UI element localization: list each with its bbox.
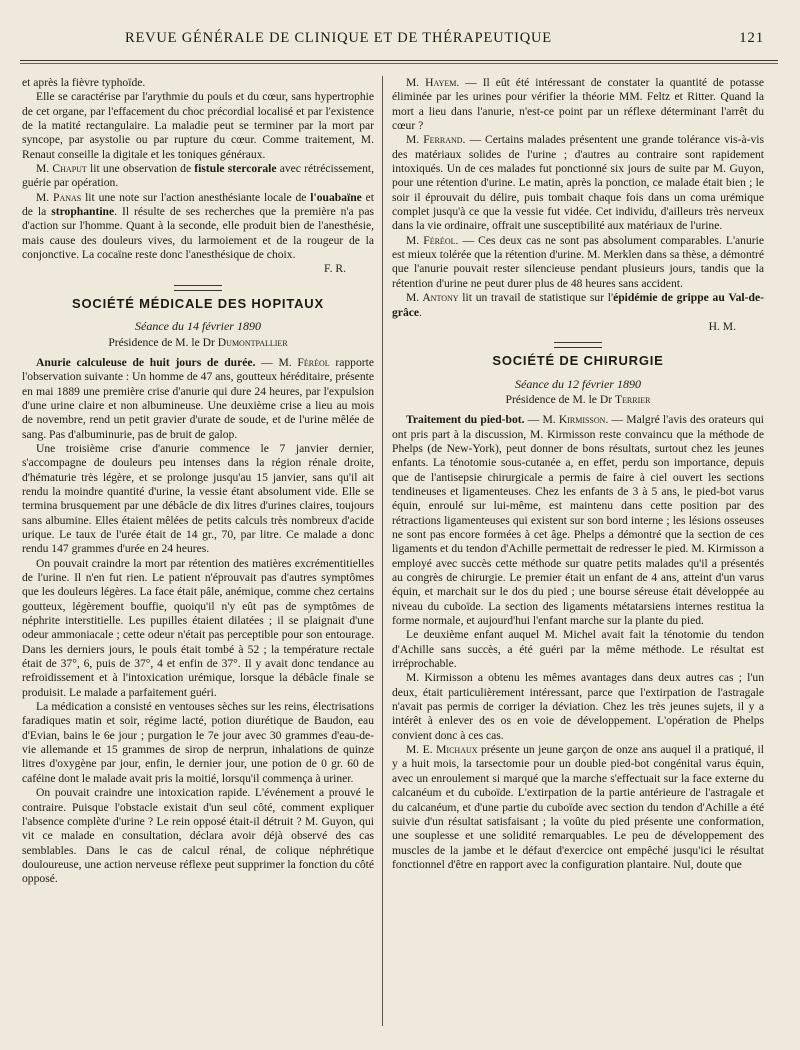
left-column — [22, 76, 374, 887]
paragraph — [22, 191, 374, 263]
section-ornament — [554, 342, 602, 348]
section-ornament — [174, 285, 222, 291]
text-run: — M. — [524, 413, 559, 427]
paragraph — [392, 413, 764, 628]
header-rule-secondary — [20, 63, 778, 64]
bold-term: strophantine — [51, 205, 115, 219]
journal-title: REVUE GÉNÉRALE DE CLINIQUE ET DE THÉRAPEUTIQUE — [125, 30, 552, 46]
text-run: rapporte l'observation suivante : Un homme de 47 ans, goutteux héréditaire, présente en mai 1889 une première crise d'anurie qui dure 24 heures, par l'expulsion d'une urine claire et non albumineuse. Une deuxième crise a lieu au mois de novembre, rend un petit gravier d'urate de soude, et de l'urine mêlée de sang. Pas d'albuminurie, pas de bruit de galop. — [22, 355, 374, 441]
article-title: Traitement du pied-bot. — [406, 413, 525, 427]
text-run: lit un travail de statistique sur l' — [458, 291, 614, 305]
text-run: et de la — [22, 190, 375, 219]
paragraph — [392, 291, 764, 320]
speaker-name: M. Antony — [406, 291, 459, 305]
session-date: Séance du 14 février 1890 — [135, 319, 261, 334]
paragraph — [392, 133, 764, 233]
paragraph: Le deuxième enfant auquel M. Michel avait fait la ténotomie du tendon d'Achille sans succès, a été guéri par la même méthode. Le résultat est irréprochable. — [392, 628, 764, 671]
president-name: Dumontpallier — [217, 335, 288, 349]
text-run: lit une observation de — [86, 162, 195, 176]
paragraph — [22, 162, 374, 191]
right-column — [392, 76, 764, 872]
text-run: lit une note sur l'action anesthésiante locale de — [81, 190, 311, 204]
paragraph: Une troisième crise d'anurie commence le 7 janvier dernier, s'accompagne de douleurs peu intenses dans la région rénale droite, d'hématurie très légère, et se prolonge jusqu'au 15 janvier, sans qu'il ait rendu la moindre quantité d'urine, la vessie étant absolument vide. Elle se termina brusquement par une débâcle de dix litres d'urines claires, toujours sans albumine. Elles étaient mêlées de petits calculs très nombreux d'acide urique. Le taux de l'urée était de 14 gr., 70, par litre. Ce malade a donc rendu 147 grammes d'urée en 24 heures. — [22, 441, 374, 556]
speaker-name: Féréol — [297, 355, 330, 369]
speaker-name: M. Panas — [36, 190, 82, 204]
presidency-line — [22, 336, 374, 350]
article-title: Anurie calculeuse de huit jours de durée. — [36, 355, 256, 369]
text-run: — Certains malades présentent une grande tolérance vis-à-vis des matériaux solides de l'urine ; d'autres au contraire sont rapidement intoxiqués. Un de ces malades fut ponctionné six jours de suite par M. Guyon, pour une rétention d'urine. Le matin, après la ponction, ce malade était bien ; le soir il éprouvait du délire, puis tombait chaque fois dans un coma urémique complet jusqu'à ce que la vessie fut vidée. Cet individu, d'ailleurs très nerveux dans la vie ordinaire, offrait une susceptibilité aux matériaux de l'urine. — [392, 133, 764, 233]
text-run: présente un jeune garçon de onze ans auquel il a pratiqué, il y a huit mois, la tarsectomie pour un double pied-bot congénital varus équin, avec un enroulement si marqué que la marche s'effectuait sur la face externe du calcanéum et du cuboïde. L'extirpation de la partie antérieure de l'astragale et du calcanéum, et d'une partie du cuboïde avec section du tendon d'Achille a été suivie d'un résultat satisfaisant ; la voûte du pied présente une conformation, une souplesse et une solidité remarquables. Le peu de développement des muscles de la jambe et le défaut d'exercice ont empêché jusqu'ici le résultat fonctionnel d'être en rapport avec la configuration plantaire. Nul, doute que — [392, 743, 764, 871]
paragraph: Elle se caractérise par l'arythmie du pouls et du cœur, sans hypertrophie de cet organe, par l'effacement du choc précordial localisé et par l'existence de la matité rectangulaire. La maladie peut se terminer par la mort par syncope, par asystolie ou par rupture du cœur. Comme traitement, M. Renaut conseille la digitale et les toniques généraux. — [22, 90, 374, 161]
signature: H. M. — [708, 319, 736, 333]
paragraph: On pouvait craindre la mort par rétention des matières excrémentitielles de l'urine. Il n'en fut rien. Le patient n'éprouvait pas d'autres symptômes que les douleurs légères. La face était pâle, anémique, comme chez certains goutteux, légèrement bouffie, quoiqu'il n'y eût pas de symptômes de néphrite interstitielle. Les pupilles étaient dilatées ; il se plaignait d'une odeur ammoniacale ; cette odeur n'était pas perceptible pour son entourage. Dans les derniers jours, le pouls était tombé à 52 ; la température rectale était de 37°, 6, puis de 37°, 4 et enfin de 37°. Il y avait donc tendance au refroidissement et à l'intoxication urémique, lorsque la débâcle finale se produisit. Le malade a parfaitement guéri. — [22, 556, 374, 699]
president-name: Terrier — [614, 392, 651, 406]
text-run: — Ces deux cas ne sont pas absolument comparables. L'anurie est mieux tolérée que la rétention d'urine. M. Merklen dans sa thèse, a démontré que l'anurie pouvait rester silencieuse pendant plusieurs jours, tandis que la rétention d'urine ne peut durer plus de 48 heures sans accident. — [392, 233, 765, 290]
bold-term: épidémie de grippe au Val-de-grâce — [392, 291, 764, 319]
paragraph — [22, 356, 374, 442]
text-run: Présidence de M. le Dr — [505, 392, 615, 406]
section-heading: SOCIÉTÉ DE CHIRURGIE — [492, 353, 664, 369]
bold-term: fistule stercorale — [194, 162, 277, 176]
presidency-line — [392, 393, 764, 407]
paragraph — [392, 234, 764, 291]
paragraph: M. Kirmisson a obtenu les mêmes avantages dans deux autres cas ; l'un deux, était particulièrement intéressant, parce que l'extirpation de l'astragale n'avait pas permis de corriger la déviation. Chez les très jeunes sujets, il y a intérêt à enlever des os en voie de développement. L'opération de Phelps convient donc à ces cas. — [392, 671, 764, 742]
speaker-name: M. Ferrand. — [406, 133, 466, 147]
section-heading: SOCIÉTÉ MÉDICALE DES HOPITAUX — [72, 295, 324, 311]
speaker-name: M. Chaput — [36, 162, 87, 176]
paragraph — [392, 743, 764, 872]
session-date: Séance du 12 février 1890 — [515, 376, 641, 391]
text-run: — M. — [255, 355, 298, 369]
speaker-name: Kirmisson — [558, 413, 606, 427]
text-run: . Il résulte de ses recherches que la première n'a pas d'action sur l'homme. Quant à la seconde, elle produit bien de l'anesthésie, mais cause des douleurs vives, du larmoiement et de la rougeur de la conjonctive. La cocaïne reste donc l'anesthésique de choix. — [22, 205, 375, 262]
paragraph — [392, 76, 764, 133]
text-run: . — [419, 305, 422, 319]
page-number: 121 — [739, 30, 764, 46]
speaker-name: M. Hayem. — [406, 76, 460, 89]
text-run: Présidence de M. le Dr — [108, 335, 218, 349]
running-head — [30, 30, 770, 52]
paragraph: et après la fièvre typhoïde. — [22, 76, 146, 89]
paragraph: La médication a consisté en ventouses sèches sur les reins, électrisations faradiques matin et soir, régime lacté, potion diurétique de Baudon, eau d'Evian, bains le 6e jour ; purgation le 7e jour avec 30 grammes d'eau-de-vie allemande et 15 grammes de sirop de nerprun, inhalations de quinze litres d'oxygène par jour, enfin, le dernier jour, une potion de 0 gr. 60 de caféine dont le malade avait pris la moitié, lorsqu'il commença à uriner. — [22, 700, 374, 785]
column-divider — [382, 76, 383, 1026]
text-run: . — Malgré l'avis des orateurs qui ont pris part à la discussion, M. Kirmisson reste convaincu que la méthode de Phelps (de New-York), peut donner de bons résultats, surtout chez les jeunes enfants. La ténotomie sous-cutanée a, en effet, perdu son importance, depuis que de l'antisepsie chirurgicale a permis de faire à ciel ouvert les sections tendineuses et ligamenteuses. Chez les enfants de 3 à 5 ans, le pied-bot varus équin, enroulé sur lui-même, est maintenu dans cette position par des rétractions ligamenteuses qui existent sur son bord interne ; les lésions osseuses ne sont pas encore formées à cet âge. Phelps a démontré que la section de ces ligaments et du tendon d'Achille permettait de redresser le pied. M. Kirmisson a employé avec succès cette méthode sur quatre petits malades qu'il a présentés au congrès de chirurgie. Le premier était un enfant de 4 ans, atteint d'un varus équin, et marchait sur le dos du pied ; une bourse séreuse était développée au niveau du cuboïde. La section des ligaments métatarsiens internes restitua la forme normale, et aujourd'hui l'enfant marche sur la plante du pied. — [392, 413, 764, 628]
speaker-name: M. E. Michaux — [406, 743, 478, 757]
text-run: — Il eût été intéressant de constater la quantité de potasse éliminée par les urines pour vérifier la théorie MM. Feltz et Ritter. Quand la mort a lieu dans l'anurie, n'est-ce point par un réflexe déterminant l'arrêt du cœur ? — [392, 76, 764, 133]
signature: F. R. — [324, 262, 346, 276]
bold-term: l'ouabaïne — [310, 190, 362, 204]
text-run: avec rétrécissement, guérie par opération. — [22, 162, 374, 190]
paragraph: On pouvait craindre une intoxication rapide. L'événement a prouvé le contraire. Puisque l'obstacle existait d'un seul côté, comment expliquer l'absence complète d'urine ? Le rein opposé était-il détruit ? M. Guyon, qui vit ce malade en consultation, déclara avoir déjà observé des cas semblables. Dans le cas de calcul rénal, de colique néphrétique douloureuse, une action nerveuse réflexe peut supprimer la fonction du côté opposé. — [22, 786, 374, 886]
header-rule — [20, 60, 778, 61]
speaker-name: M. Féréol. — [406, 233, 459, 247]
